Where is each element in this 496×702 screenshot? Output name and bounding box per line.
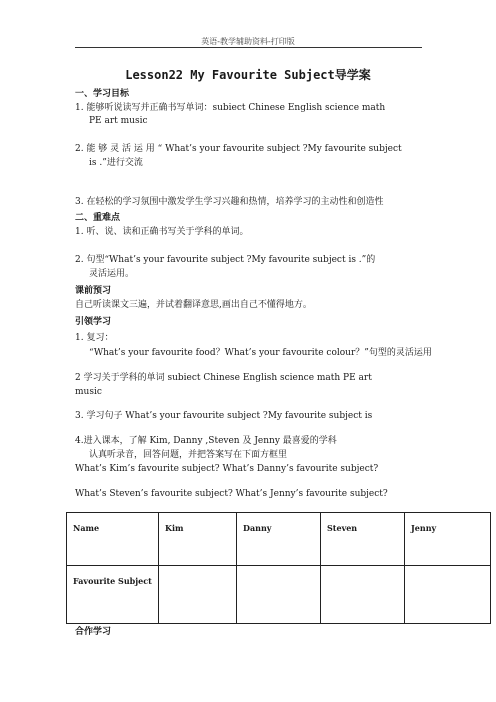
guide-item-4-cont: 认真听录音，回答问题，并把答案写在下面方框里 [89,450,288,460]
guide-item-3: 3. 学习句子 What’s your favourite subject ?My favourite subject is [75,411,373,421]
table-header-cell: Kim [159,513,237,566]
guide-item-1: 1. 复习： [75,333,114,343]
cooperate-heading: 合作学习 [75,627,112,637]
guide-item-4: 4.进入课本，了解 Kim, Danny ,Steven 及 Jenny 最喜爱的学科 [75,436,337,446]
answer-table [66,512,491,624]
section-goals-heading: 一、学习目标 [75,89,130,99]
preview-heading: 课前预习 [75,286,112,296]
table-row [67,566,491,624]
table-header-row [67,513,491,566]
guide-heading: 引领学习 [75,317,112,327]
section-key-points-heading: 二、重难点 [75,213,121,223]
header-rule [75,47,422,48]
table-header-cell: Danny [237,513,321,566]
guide-item-2-cont: music [75,387,102,397]
goal-item-1: 1. 能够听说读写并正确书写单词：subiect Chinese English science math [75,103,386,113]
question-line-1: What’s Kim’s favourite subject? What’s Danny’s favourite subject? [75,464,379,474]
goal-item-3: 3. 在轻松的学习氛围中激发学生学习兴趣和热情，培养学习的主动性和创造性 [75,197,384,207]
goal-item-1-cont: PE art music [89,116,148,126]
table-header-cell: Name [67,513,159,566]
row-label-favourite-subject: Favourite Subject [67,566,159,624]
answer-cell-jenny[interactable] [405,566,491,624]
key-point-1: 1. 听、说、读和正确书写关于学科的单词。 [75,227,249,237]
answer-cell-steven[interactable] [321,566,405,624]
goal-item-2: 2. 能 够 灵 活 运 用 “ What’s your favourite subject ?My favourite subject [75,144,402,154]
answer-cell-kim[interactable] [159,566,237,624]
table-header-cell: Jenny [405,513,491,566]
lesson-title: Lesson22 My Favourite Subject导学案 [125,68,371,82]
answer-cell-danny[interactable] [237,566,321,624]
page-header: 英语-教学辅助资料-打印版 [201,37,295,46]
guide-item-1-sub: “What’s your favourite food？What’s your favourite colour？”句型的灵活运用 [89,348,432,358]
question-line-2: What’s Steven’s favourite subject? What’s Jenny’s favourite subject? [75,489,388,499]
goal-item-2-cont: is .”进行交流 [89,158,143,168]
key-point-2-cont: 灵活运用。 [89,269,135,279]
preview-text: 自己听读课文三遍，并试着翻译意思,画出自己不懂得地方。 [75,300,312,310]
table-header-cell: Steven [321,513,405,566]
key-point-2: 2. 句型“What’s your favourite subject ?My favourite subject is .”的 [75,255,376,265]
guide-item-2: 2 学习关于学科的单词 subiect Chinese English science math PE art [75,373,372,383]
